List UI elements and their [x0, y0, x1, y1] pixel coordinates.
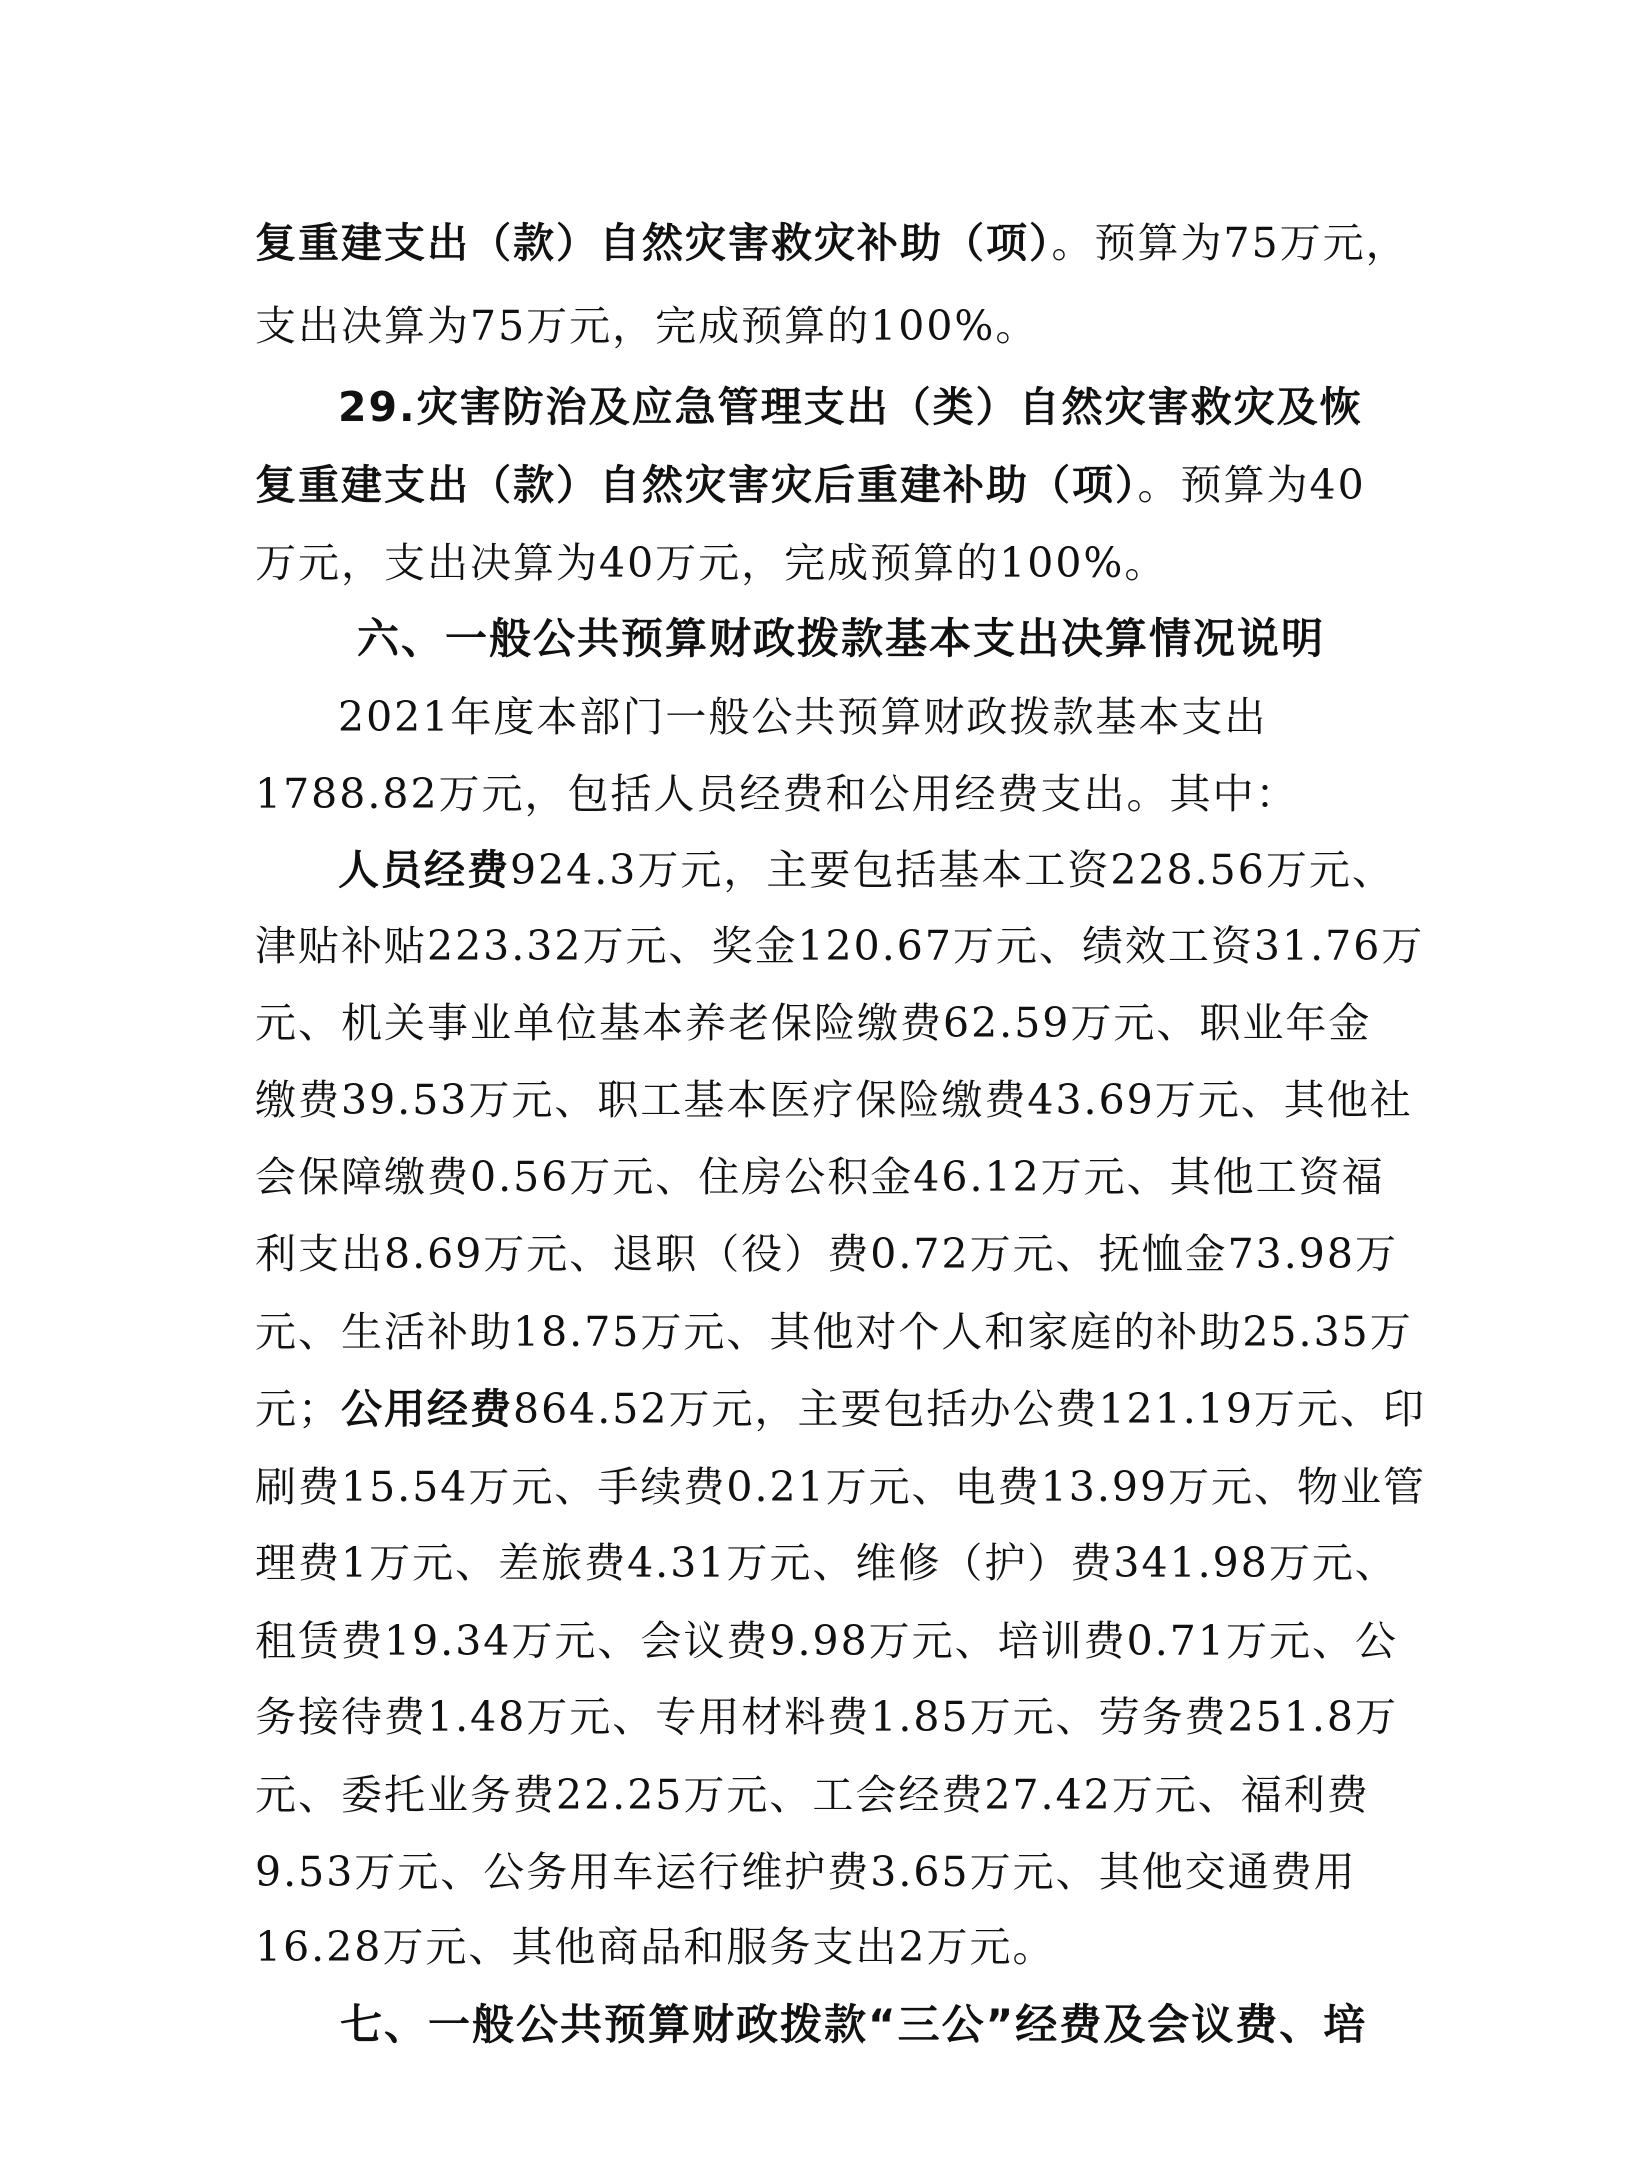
public-line-1	[255, 1379, 1426, 1439]
public-line-5: 务接待费1.48万元、专用材料费1.85万元、劳务费251.8万	[255, 1693, 1398, 1741]
personnel-label: 人员经费	[338, 846, 510, 894]
item29-line-3: 万元，支出决算为40万元，完成预算的100%。	[255, 539, 1168, 587]
item28-category-bold: 复重建支出（款）自然灾害救灾补助（项）	[255, 219, 1052, 267]
section6-intro-line-2: 1788.82万元，包括人员经费和公用经费支出。其中：	[255, 770, 1299, 818]
section6-heading: 六、一般公共预算财政拨款基本支出决算情况说明	[357, 614, 1326, 663]
item29-line-2	[255, 455, 1366, 515]
public-line-7: 9.53万元、公务用车运行维护费3.65万元、其他交通费用	[255, 1848, 1357, 1896]
personnel-line-5: 会保障缴费0.56万元、住房公积金46.12万元、其他工资福	[255, 1153, 1385, 1201]
public-amount-text: 864.52万元，主要包括办公费121.19万元、印	[513, 1385, 1426, 1433]
public-prefix: 元；	[255, 1385, 341, 1433]
personnel-line-2: 津贴补贴223.32万元、奖金120.67万元、绩效工资31.76万	[255, 922, 1425, 970]
public-line-8: 16.28万元、其他商品和服务支出2万元。	[255, 1923, 1056, 1971]
public-line-4: 租赁费19.34万元、会议费9.98万元、培训费0.71万元、公	[255, 1617, 1398, 1665]
public-line-3: 理费1万元、差旅费4.31万元、维修（护）费341.98万元、	[255, 1539, 1398, 1587]
item29-line-1	[338, 377, 1363, 437]
item28-line-2: 支出决算为75万元，完成预算的100%。	[255, 302, 1039, 350]
personnel-line-3: 元、机关事业单位基本养老保险缴费62.59万元、职业年金	[255, 999, 1372, 1047]
item29-subcategory-bold: 复重建支出（款）自然灾害灾后重建补助（项）	[255, 461, 1138, 509]
item29-budget-text: 。预算为40	[1137, 461, 1366, 509]
public-line-2: 刷费15.54万元、手续费0.21万元、电费13.99万元、物业管	[255, 1463, 1427, 1511]
personnel-line-6: 利支出8.69万元、退职（役）费0.72万元、抚恤金73.98万	[255, 1230, 1398, 1278]
public-line-6: 元、委托业务费22.25万元、工会经费27.42万元、福利费	[255, 1771, 1370, 1819]
section7-heading: 七、一般公共预算财政拨款“三公”经费及会议费、培	[340, 2000, 1368, 2049]
personnel-line-1	[338, 840, 1395, 900]
personnel-line-7: 元、生活补助18.75万元、其他对个人和家庭的补助25.35万	[255, 1308, 1413, 1356]
public-label: 公用经费	[341, 1385, 513, 1433]
personnel-amount-text: 924.3万元，主要包括基本工资228.56万元、	[510, 846, 1395, 894]
item28-line-1	[255, 213, 1409, 273]
section6-intro-line-1: 2021年度本部门一般公共预算财政拨款基本支出	[338, 693, 1268, 741]
item28-budget-text: 。预算为75万元，	[1051, 219, 1409, 267]
item29-category-bold: 29.灾害防治及应急管理支出（类）自然灾害救灾及恢	[338, 383, 1363, 431]
personnel-line-4: 缴费39.53万元、职工基本医疗保险缴费43.69万元、其他社	[255, 1076, 1413, 1124]
